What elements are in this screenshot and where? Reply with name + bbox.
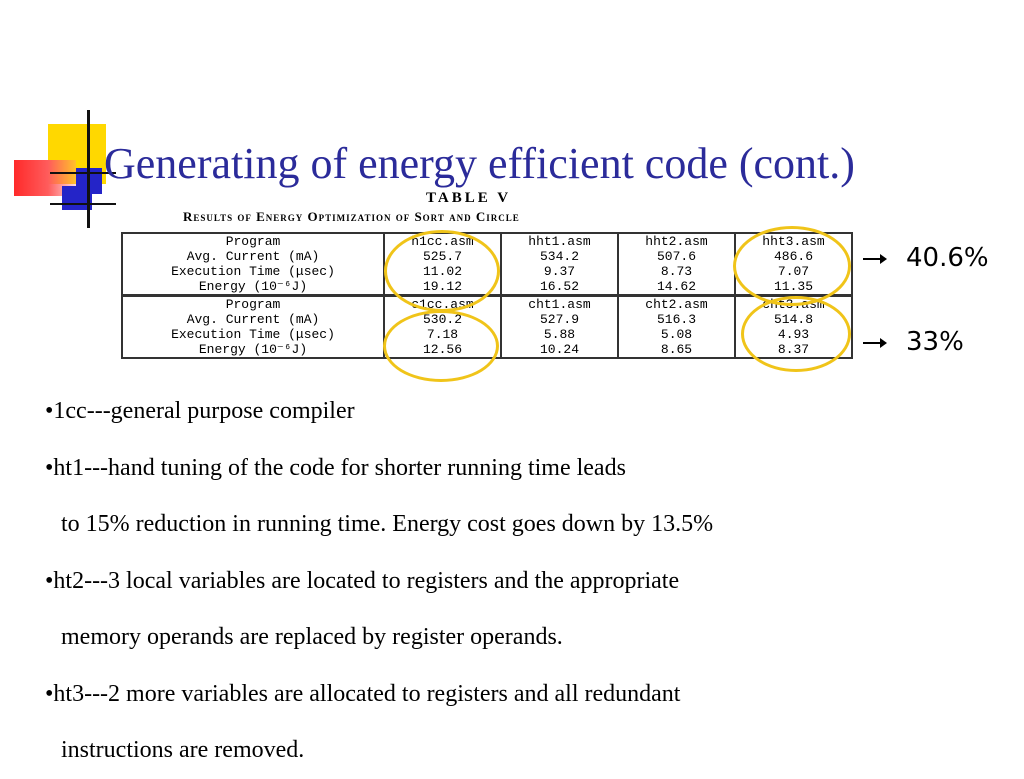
- table-cell: 10.24: [501, 342, 618, 358]
- table-cell: h1cc.asm: [384, 233, 501, 249]
- table-cell: Energy (10⁻⁶J): [122, 342, 384, 358]
- logo-vertical-line: [87, 110, 90, 228]
- bullet-continuation: to 15% reduction in running time. Energy cost goes down by 13.5%: [61, 511, 714, 537]
- table-cell: Avg. Current (mA): [122, 312, 384, 327]
- table-cell: hht2.asm: [618, 233, 735, 249]
- percent-sort-label: 40.6%: [906, 243, 989, 273]
- table-cell: 12.56: [384, 342, 501, 358]
- table-cell: 514.8: [735, 312, 852, 327]
- table-cell: 11.02: [384, 264, 501, 279]
- table-cell: 5.08: [618, 327, 735, 342]
- table-cell: 516.3: [618, 312, 735, 327]
- table-cell: Execution Time (μsec): [122, 264, 384, 279]
- right-arrow-icon: [863, 342, 885, 344]
- table-cell: Energy (10⁻⁶J): [122, 279, 384, 296]
- table-cell: c1cc.asm: [384, 296, 501, 313]
- bullet-item: •ht2---3 local variables are located to registers and the appropriate: [45, 567, 680, 594]
- highlight-circle-c1cc: [383, 310, 499, 382]
- bullet-item: •ht1---hand tuning of the code for shorter running time leads: [45, 454, 626, 481]
- slide-logo-decoration: [0, 0, 130, 240]
- table-cell: 4.93: [735, 327, 852, 342]
- percent-circle-label: 33%: [906, 327, 964, 357]
- table-cell: cht3.asm: [735, 296, 852, 313]
- table-cell: Avg. Current (mA): [122, 249, 384, 264]
- table-cell: 8.73: [618, 264, 735, 279]
- table-cell: Program: [122, 296, 384, 313]
- table-caption: TABLE V: [426, 190, 512, 206]
- table-cell: Program: [122, 233, 384, 249]
- slide-title: Generating of energy efficient code (cont.): [104, 139, 855, 188]
- bullet-continuation: memory operands are replaced by register operands.: [61, 624, 563, 650]
- table-cell: hht1.asm: [501, 233, 618, 249]
- highlight-circle-h1cc: [384, 230, 500, 312]
- table-cell: 19.12: [384, 279, 501, 296]
- table-cell: 11.35: [735, 279, 852, 296]
- table-cell: 7.18: [384, 327, 501, 342]
- table-cell: cht2.asm: [618, 296, 735, 313]
- table-cell: 530.2: [384, 312, 501, 327]
- bullet-item: •1cc---general purpose compiler: [45, 398, 355, 424]
- table-cell: 9.37: [501, 264, 618, 279]
- bullet-continuation: instructions are removed.: [61, 737, 305, 763]
- table-row: [122, 296, 852, 313]
- table-cell: 534.2: [501, 249, 618, 264]
- table-cell: 14.62: [618, 279, 735, 296]
- table-cell: 525.7: [384, 249, 501, 264]
- table-cell: cht1.asm: [501, 296, 618, 313]
- table-cell: 5.88: [501, 327, 618, 342]
- bullet-item: •ht3---2 more variables are allocated to registers and all redundant: [45, 680, 681, 707]
- table-cell: 7.07: [735, 264, 852, 279]
- table-cell: 8.65: [618, 342, 735, 358]
- right-arrow-icon: [863, 258, 885, 260]
- table-cell: hht3.asm: [735, 233, 852, 249]
- table-cell: Execution Time (μsec): [122, 327, 384, 342]
- logo-horizontal-line-2: [50, 203, 116, 205]
- table-cell: 486.6: [735, 249, 852, 264]
- highlight-circle-cht3: [741, 296, 851, 372]
- table-subcaption: Results of Energy Optimization of Sort and Circle: [183, 209, 520, 224]
- table-cell: 527.9: [501, 312, 618, 327]
- table-cell: 16.52: [501, 279, 618, 296]
- table-cell: 507.6: [618, 249, 735, 264]
- table-cell: 8.37: [735, 342, 852, 358]
- bullet-list: [45, 383, 1005, 779]
- highlight-circle-hht3: [733, 226, 851, 306]
